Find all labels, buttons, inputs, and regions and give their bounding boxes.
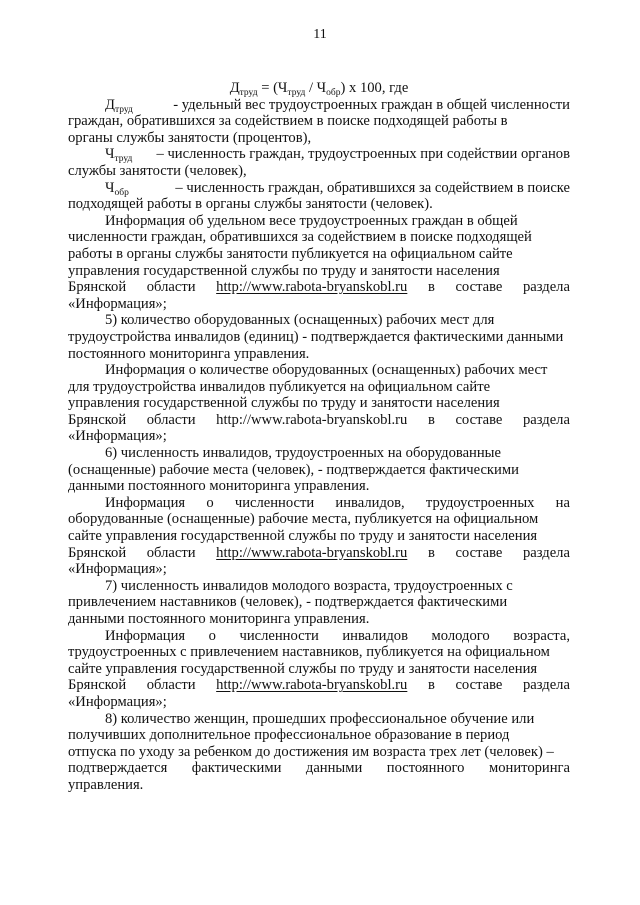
text-segment [105,97,133,114]
text-line [68,744,570,761]
text-line [68,263,570,280]
text-line [68,578,570,595]
formula-lhs-sub: труд [239,88,258,98]
text-segment [173,97,570,114]
text-segment [105,362,547,379]
segment-text: в [427,411,435,428]
text-segment [68,395,500,412]
segment-text: получивших дополнительное профессиональное образование в период [68,727,510,744]
segment-text: управления государственной службы по труду и занятости населения [68,262,500,279]
segment-text: составе [455,544,503,561]
text-segment [426,495,535,512]
text-segment [513,628,570,645]
text-segment [68,478,369,495]
segment-text: составе [455,677,503,694]
text-segment [68,346,309,363]
segment-text: трудоустроенных [425,494,535,511]
text-line [68,495,570,512]
segment-text: – численность граждан, трудоустроенных при содействии органов [156,146,570,163]
text-segment [105,495,185,512]
text-segment [209,628,216,645]
segment-text: «Информация»; [68,561,167,578]
segment-text: возраста, [513,627,570,644]
text-segment [68,511,538,528]
segment-text: составе [455,279,503,296]
text-line [68,296,570,313]
text-line [68,428,570,445]
segment-text: трудоустроенных с привлечением наставников, публикуется на официальном [68,644,550,661]
text-segment [428,545,435,562]
segment-text: подтверждается [68,760,168,777]
segment-text: – численность граждан, обратившихся за содействием в поиске [175,179,570,196]
segment-text: раздела [523,279,570,296]
text-segment [68,594,507,611]
url-link[interactable] [216,279,407,296]
text-line [68,279,570,296]
text-line [68,511,570,528]
segment-text: http://www.rabota-bryanskobl.ru [216,544,408,561]
text-segment [68,777,143,794]
text-segment [68,296,167,313]
text-line [68,611,570,628]
text-line [68,312,570,329]
segment-text: в [427,544,435,561]
segment-text: для трудоустройства инвалидов публикуется на официальном сайте [68,378,491,395]
formula-tail: ) х 100, где [340,80,409,96]
text-line [68,362,570,379]
text-segment [105,180,129,197]
text-line [68,163,570,180]
text-segment [489,760,570,777]
text-segment [68,561,167,578]
segment-text: области [146,677,196,694]
text-segment [68,130,311,147]
segment-text: «Информация»; [68,295,167,312]
text-segment [68,644,550,661]
text-segment [523,677,570,694]
segment-text: «Информация»; [68,428,167,445]
text-line [68,97,570,114]
text-segment [175,180,570,197]
segment-text: о [206,494,214,511]
segment-text: 6) численность инвалидов, трудоустроенных на оборудованные [105,445,501,462]
text-segment [68,113,508,130]
text-line [68,760,570,777]
text-segment [523,545,570,562]
segment-text: «Информация»; [68,693,167,710]
text-segment [428,677,435,694]
text-line [68,346,570,363]
text-segment [105,628,185,645]
text-segment [105,312,494,329]
text-segment [68,246,513,263]
segment-text: составе [455,411,503,428]
formula-den-sub: обр [326,88,341,98]
segment-text: Ч [105,146,115,163]
text-segment [105,578,513,595]
text-segment [68,428,167,445]
text-segment [105,146,132,163]
text-segment [216,412,407,429]
segment-text: Брянской [68,279,127,296]
segment-text: органы службы занятости (процентов), [68,129,312,146]
text-line [68,478,570,495]
text-line [68,246,570,263]
text-line [68,445,570,462]
segment-text: на [555,494,570,511]
text-line [68,213,570,230]
segment-text: Информация о количестве оборудованных (оснащенных) рабочих мест [105,362,548,379]
text-segment [105,711,534,728]
document-body [68,80,570,794]
segment-text: сайте управления государственной службы по труду и занятости населения [68,660,538,677]
segment-text: Информация об удельном весе трудоустроенных граждан в общей [105,212,518,229]
segment-text: раздела [523,411,570,428]
formula-eq: = (Ч [257,80,288,96]
segment-text: работы в органы службы занятости публикуется на официальном сайте [68,245,513,262]
text-segment [68,412,126,429]
url-link[interactable] [216,545,407,562]
segment-text: сайте управления государственной службы по труду и занятости населения [68,528,538,545]
text-line [68,694,570,711]
segment-text: в [427,279,435,296]
segment-text: Брянской [68,544,127,561]
segment-text: о [208,627,216,644]
text-line [68,130,570,147]
text-segment [68,462,519,479]
segment-text: области [146,544,196,561]
text-line [68,462,570,479]
text-segment [68,661,537,678]
text-segment [157,146,570,163]
segment-text: подходящей работы в органы службы занятости (человек). [68,196,433,213]
text-segment [192,760,282,777]
segment-text: управления. [68,776,144,793]
text-segment [68,611,369,628]
segment-text: трудоустройства инвалидов (единиц) - подтверждается фактическими данными [68,328,564,345]
text-segment [455,545,502,562]
segment-text: http://www.rabota-bryanskobl.ru [216,411,408,428]
text-segment [68,677,126,694]
formula-line [68,80,570,97]
text-segment [428,279,435,296]
text-line [68,628,570,645]
segment-text: численности [239,627,319,644]
text-segment [432,628,490,645]
segment-text: мониторинга [488,760,570,777]
segment-text: постоянного [386,760,465,777]
text-line [68,727,570,744]
segment-text: 7) численность инвалидов молодого возраста, трудоустроенных с [105,577,513,594]
text-line [68,677,570,694]
segment-text: инвалидов, [335,494,405,511]
text-segment [455,279,502,296]
text-line [68,528,570,545]
formula-slash: / Ч [305,80,327,96]
segment-text: http://www.rabota-bryanskobl.ru [216,677,408,694]
text-line [68,229,570,246]
segment-text: численности [234,494,315,511]
segment-text: граждан, обратившихся за содействием в поиске подходящей работы в [68,113,508,130]
text-segment [68,196,433,213]
text-line [68,412,570,429]
text-segment [306,760,362,777]
subscript: труд [114,104,133,115]
text-segment [68,528,537,545]
text-line [68,777,570,794]
text-line [68,661,570,678]
formula-lhs: Д [229,80,240,96]
segment-text: раздела [523,677,570,694]
text-segment [428,412,435,429]
text-segment [105,445,501,462]
segment-text: Д [105,96,115,113]
segment-text: фактическими [191,760,282,777]
text-segment [68,163,247,180]
text-segment [105,213,518,230]
segment-text: 5) количество оборудованных (оснащенных) рабочих мест для [105,312,495,329]
text-segment [68,545,126,562]
text-line [68,196,570,213]
segment-text: управления государственной службы по труду и занятости населения [68,395,500,412]
text-segment [556,495,570,512]
formula [230,80,409,97]
segment-text: раздела [523,544,570,561]
text-segment [68,263,500,280]
segment-text: постоянного мониторинга управления. [68,345,310,362]
text-segment [147,279,196,296]
text-line [68,545,570,562]
text-line [68,711,570,728]
segment-text: отпуска по уходу за ребенком до достижения им возраста трех лет (человек) – [68,743,554,760]
url-link[interactable] [216,677,407,694]
text-segment [68,229,532,246]
segment-text: привлечением наставников (человек), - подтверждается фактическими [68,594,508,611]
text-line [68,180,570,197]
text-segment [68,694,167,711]
text-segment [387,760,465,777]
segment-text: службы занятости (человек), [68,162,247,179]
segment-text: Брянской [68,677,127,694]
segment-text: данными [305,760,363,777]
segment-text: Брянской [68,411,127,428]
text-segment [68,329,563,346]
text-line [68,379,570,396]
text-line [68,594,570,611]
text-segment [68,379,490,396]
text-segment [523,279,570,296]
text-line [68,395,570,412]
text-segment [147,677,196,694]
text-segment [455,412,502,429]
text-segment [147,412,196,429]
text-segment [239,628,318,645]
text-line [68,113,570,130]
text-line [68,329,570,346]
segment-text: оборудованные (оснащенные) рабочие места, публикуется на официальном [68,511,539,528]
text-segment [335,495,404,512]
segment-text: данными постоянного мониторинга управления. [68,611,370,627]
text-segment [523,412,570,429]
text-segment [68,760,167,777]
text-segment [147,545,196,562]
segment-text: молодого [431,627,490,644]
segment-text: области [146,411,196,428]
text-segment [68,279,126,296]
segment-text: инвалидов [342,627,408,644]
text-line [68,561,570,578]
text-segment [455,677,502,694]
segment-text: данными постоянного мониторинга управления. [68,478,370,495]
page-number: 11 [313,27,327,42]
text-segment [68,727,509,744]
text-segment [68,744,554,761]
segment-text: 8) количество женщин, прошедших профессиональное обучение или [105,710,535,727]
segment-text: Информация [105,494,186,511]
subscript: труд [114,154,133,165]
segment-text: Информация [105,627,186,644]
segment-text: области [146,279,196,296]
subscript: обр [114,187,129,198]
text-segment [235,495,314,512]
segment-text: Ч [105,179,115,196]
text-line [68,644,570,661]
segment-text: численности граждан, обратившихся за содействием в поиске подходящей [68,229,532,246]
segment-text: (оснащенные) рабочие места (человек), - подтверждается фактическими [68,461,519,478]
text-line [68,146,570,163]
segment-text: - удельный вес трудоустроенных граждан в общей численности [173,96,570,113]
formula-num-sub: труд [287,88,306,98]
text-segment [342,628,408,645]
segment-text: в [427,677,435,694]
text-segment [206,495,213,512]
segment-text: http://www.rabota-bryanskobl.ru [216,279,408,296]
